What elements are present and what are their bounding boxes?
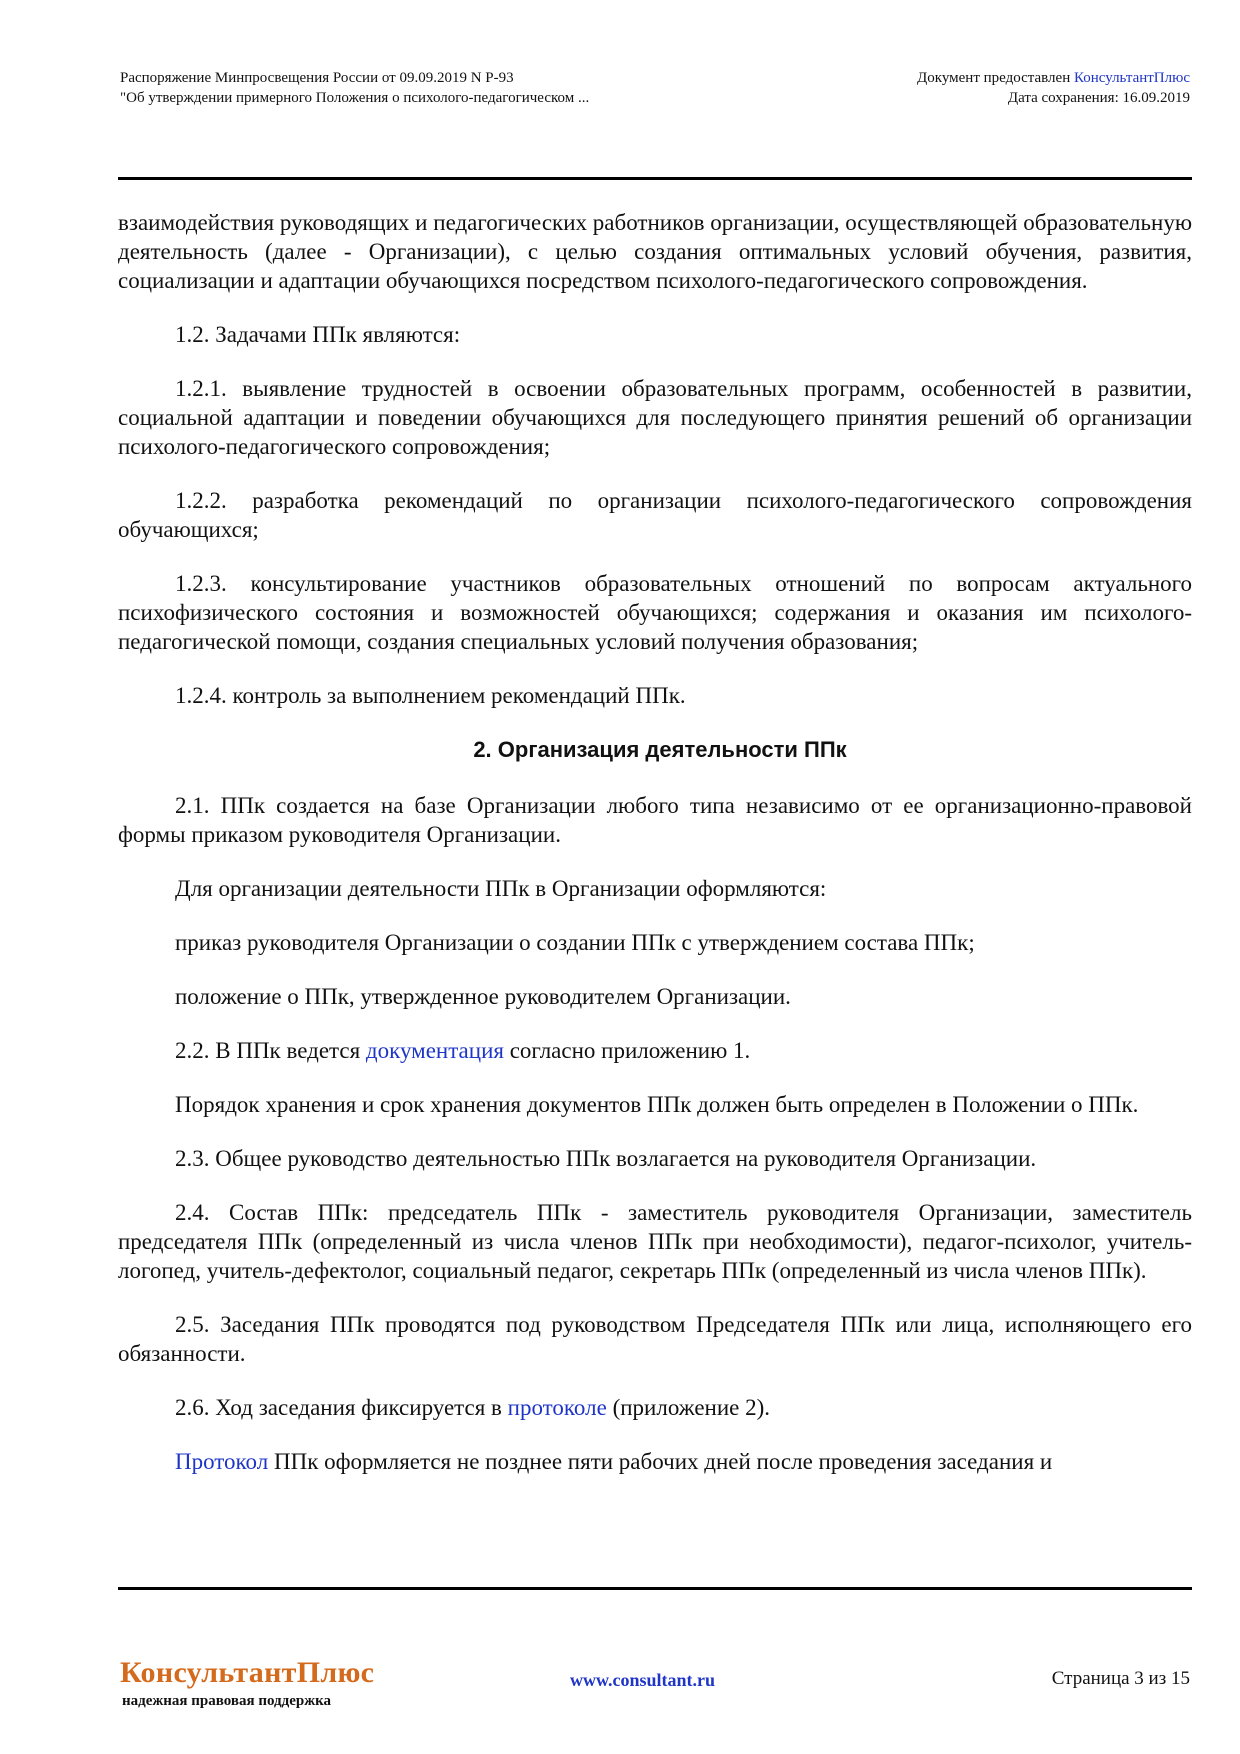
header-title-line2: "Об утверждении примерного Положения о психолого-педагогическом ... [120,90,590,106]
document-body [118,208,1192,1501]
paragraph: 2.1. ППк создается на базе Организации любого типа независимо от ее организационно-правовой формы приказом руководителя Организации. [118,793,1192,847]
paragraph: 1.2.1. выявление трудностей в освоении образовательных программ, особенностей в развитии, социальной адаптации и поведении обучающихся для последующего принятия решений об организации психолого-педагогического сопровождения; [118,376,1192,459]
paragraph: приказ руководителя Организации о создании ППк с утверждением состава ППк; [175,930,975,955]
paragraph [118,1036,1192,1065]
header-document-title [120,68,589,108]
section-heading: 2. Организация деятельности ППк [473,737,847,762]
paragraph: положение о ППк, утвержденное руководителем Организации. [175,984,791,1009]
paragraph: 2.4. Состав ППк: председатель ППк - заместитель руководителя Организации, заместитель председателя ППк (определенный из числа членов ППк при необходимости), педагог-психолог, учитель-логопед, учитель-дефектолог, социальный педагог, секретарь ППк (определенный из числа членов ППк). [118,1200,1192,1283]
paragraph: Порядок хранения и срок хранения документов ППк должен быть определен в Положении о ППк. [175,1092,1139,1117]
header-save-date: Дата сохранения: 16.09.2019 [1007,90,1190,106]
page-number: Страница 3 из 15 [1051,1668,1190,1689]
header-provided-by: Документ предоставлен [917,70,1074,86]
protocol-link[interactable]: протоколе [507,1395,607,1420]
paragraph-text: согласно приложению 1. [503,1038,751,1063]
paragraph: 1.2.4. контроль за выполнением рекомендаций ППк. [175,683,686,708]
consultant-logo: КонсультантПлюс [120,1656,375,1689]
documentation-link[interactable]: документация [365,1038,504,1063]
paragraph: 2.5. Заседания ППк проводятся под руководством Председателя ППк или лица, исполняющего его обязанности. [118,1312,1192,1366]
header-divider [118,177,1192,180]
footer-divider [118,1587,1192,1590]
paragraph: 1.2.3. консультирование участников образовательных отношений по вопросам актуального психофизического состояния и возможностей обучающихся; содержания и оказания им психолого-педагогической помощи, создания специальных условий получения образования; [118,571,1192,654]
footer-tagline: надежная правовая поддержка [122,1693,332,1709]
header-provider [917,68,1190,108]
paragraph: 2.3. Общее руководство деятельностью ППк возлагается на руководителя Организации. [175,1146,1037,1171]
paragraph [118,1393,1192,1422]
paragraph [118,1447,1192,1476]
paragraph-text: 2.6. Ход заседания фиксируется в [175,1395,508,1420]
header-title-line1: Распоряжение Минпросвещения России от 09.09.2019 N Р-93 [120,70,514,86]
header-brand-link[interactable]: КонсультантПлюс [1073,70,1190,86]
paragraph-text: ППк оформляется не позднее пяти рабочих дней после проведения заседания и [268,1449,1053,1474]
paragraph: взаимодействия руководящих и педагогических работников организации, осуществляющей образовательную деятельность (далее - Организации), с целью создания оптимальных условий обучения, развития, социализации и адаптации обучающихся посредством психолого-педагогического сопровождения. [118,210,1192,293]
paragraph-text: 2.2. В ППк ведется [175,1038,366,1063]
paragraph: Для организации деятельности ППк в Организации оформляются: [175,876,827,901]
paragraph: 1.2.2. разработка рекомендаций по организации психолого-педагогического сопровождения обучающихся; [118,488,1192,542]
protocol-link-2[interactable]: Протокол [175,1449,269,1474]
paragraph: 1.2. Задачами ППк являются: [175,322,461,347]
paragraph-text: (приложение 2). [606,1395,771,1420]
footer-site-link[interactable]: www.consultant.ru [570,1670,716,1690]
